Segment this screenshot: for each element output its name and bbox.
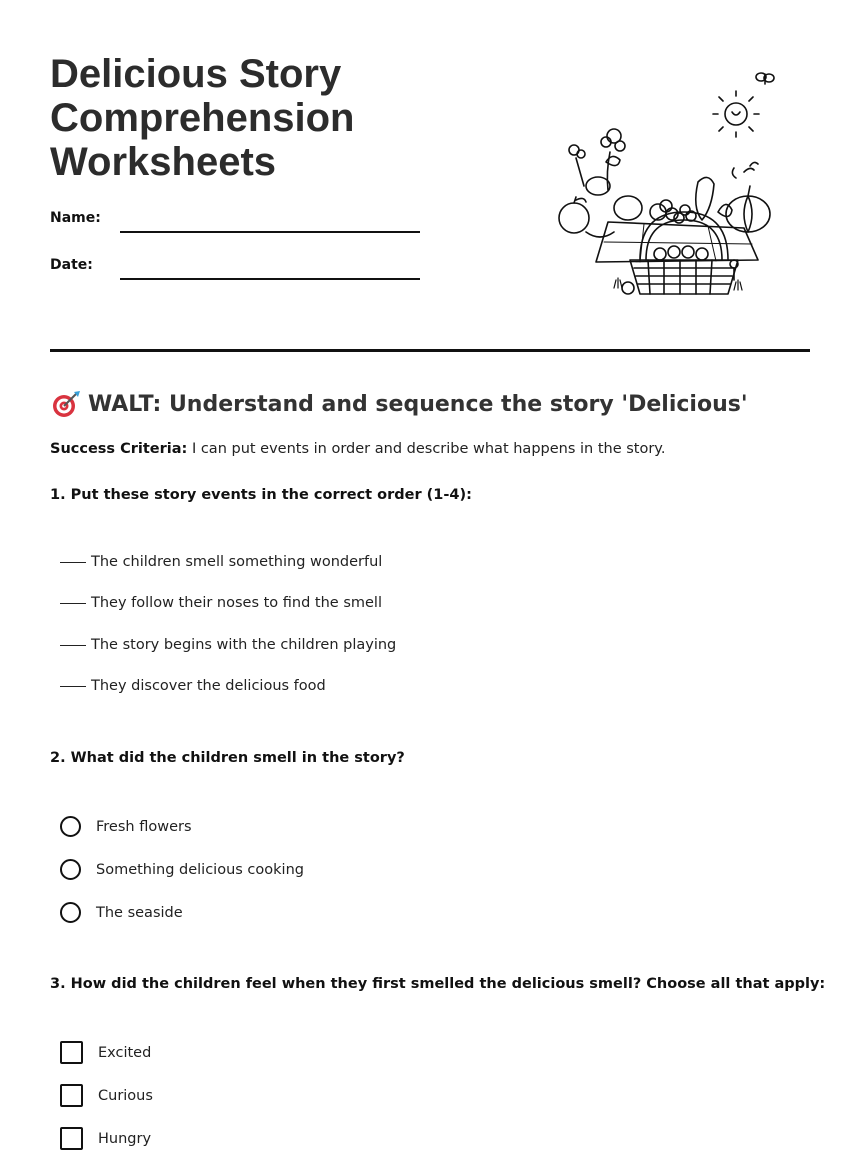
picnic-food-basket-illustration [548, 62, 788, 302]
radio-button[interactable] [60, 859, 81, 880]
checkbox-option[interactable] [60, 1041, 151, 1064]
radio-option[interactable] [60, 902, 183, 923]
section-divider [50, 349, 810, 352]
radio-option[interactable] [60, 859, 304, 880]
walt-heading [50, 388, 748, 420]
order-item [60, 678, 326, 694]
checkbox-option-label: Hungry [98, 1130, 152, 1147]
order-blank[interactable] [60, 686, 86, 687]
flower-icon [569, 129, 758, 190]
sun-icon [713, 91, 759, 137]
order-blank[interactable] [60, 562, 86, 563]
checkbox-option[interactable] [60, 1127, 151, 1150]
date-label: Date: [50, 257, 93, 273]
walt-text: WALT: Understand and sequence the story 'Delicious' [88, 391, 748, 417]
butterfly-icon [756, 73, 774, 84]
radio-option-label: The seaside [96, 904, 183, 921]
order-item [60, 554, 382, 570]
apple-icon [559, 197, 589, 233]
order-blank[interactable] [60, 603, 86, 604]
question-2: 2. What did the children smell in the story? [50, 750, 405, 766]
name-field[interactable] [120, 231, 420, 233]
checkbox-option[interactable] [60, 1084, 153, 1107]
radio-option[interactable] [60, 816, 192, 837]
checkbox-option-label: Curious [98, 1087, 153, 1104]
order-item-text: They follow their noses to find the smell [91, 595, 382, 611]
target-icon [50, 388, 82, 420]
radio-option-label: Something delicious cooking [96, 861, 304, 878]
checkbox[interactable] [60, 1084, 83, 1107]
radio-option-label: Fresh flowers [96, 818, 192, 835]
order-item [60, 595, 382, 611]
worksheet-title: Delicious Story Comprehension Worksheets [50, 52, 355, 184]
order-item-text: They discover the delicious food [91, 678, 326, 694]
order-item [60, 637, 396, 653]
order-blank[interactable] [60, 645, 86, 646]
checkbox[interactable] [60, 1041, 83, 1064]
radio-button[interactable] [60, 902, 81, 923]
name-label: Name: [50, 210, 101, 226]
checkbox-option-label: Excited [98, 1044, 152, 1061]
order-item-text: The children smell something wonderful [91, 554, 383, 570]
date-field[interactable] [120, 278, 420, 280]
success-criteria-text: I can put events in order and describe what happens in the story. [191, 441, 666, 457]
pumpkin-icon [726, 186, 770, 232]
question-1: 1. Put these story events in the correct order (1-4): [50, 487, 472, 503]
checkbox[interactable] [60, 1127, 83, 1150]
order-item-text: The story begins with the children playing [91, 637, 397, 653]
success-criteria [50, 441, 665, 457]
success-criteria-label: Success Criteria: [50, 441, 188, 457]
radio-button[interactable] [60, 816, 81, 837]
question-3: 3. How did the children feel when they first smelled the delicious smell? Choose all that apply: [50, 976, 826, 992]
